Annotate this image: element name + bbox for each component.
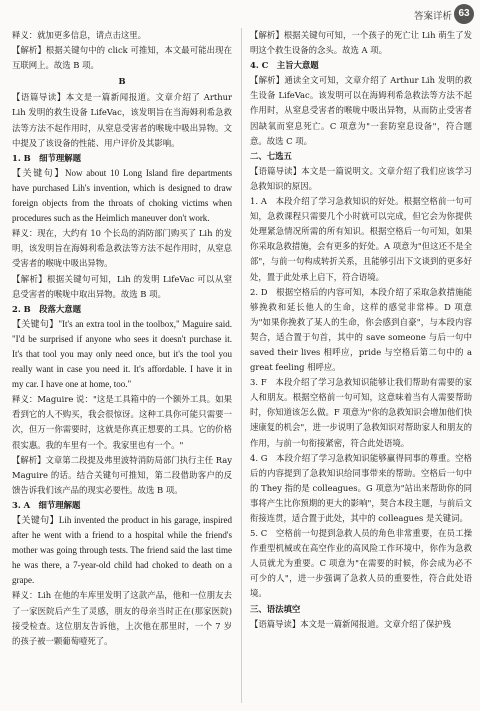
question-heading: 4. C 主旨大意题 — [250, 60, 319, 71]
right-column — [250, 28, 472, 632]
paragraph: 【解析】根据关键句可知，Lih 的发明 LifeVac 可以从窒息受害者的喉咙中取出异物。故选 B 项。 — [12, 273, 232, 299]
paragraph: 【语篇导读】本文是一篇新闻报道。文章介绍了保护残 — [250, 618, 451, 629]
paragraph: 释义：现在，大约有 10 个长岛的消防部门购买了 Lih 的发明，该发明旨在海姆利希急救法等方法不起作用时，从窒息受害者的喉咙中吸出异物。 — [12, 228, 232, 269]
section-heading: 二、七选五 — [250, 150, 292, 161]
paragraph: 【解析】根据关键句中的 click 可推知，本文最可能出现在互联网上。故选 B 项。 — [12, 45, 232, 71]
paragraph: 【解析】通读全文可知，文章介绍了 Arthur Lih 发明的救生设备 LifeVac。该发明可以在海姆利希急救法等方法不起作用时，从窒息受害者的喉咙中吸出异物，从而防止受害者因缺氧而窒息死亡。C 项意为"一套防窒息设备"，符合题意。故选 C 项。 — [250, 75, 472, 146]
paragraph: 2. D 根据空格后的内容可知，本段介绍了采取急救措施能够挽救和延长他人的生命，这样的感觉非常棒。D 项意为"如果你挽救了某人的生命，你会感到自豪"，与本段内容契合，适合置于句首，其中的 save someone 与后一句中 saved their lives 相呼应，pride 与空格后第二句中的 a great feeling 相呼应。 — [250, 286, 472, 373]
question-heading: 2. B 段落大意题 — [12, 303, 81, 314]
page-header — [0, 0, 480, 30]
paragraph: 【语篇导读】本文是一篇说明文。文章介绍了我们应该学习急救知识的原因。 — [250, 165, 472, 191]
paragraph: 4. G 本段介绍了学习急救知识能够赢得同事的尊重。空格后的内容提到了急救知识给同事带来的帮助。空格后一句中的 They 指的是 colleagues。G 项意为"站出来帮助你的同事将产生比你预期的更大的影响"，契合本段主题，与前后文衔接连贯，适合置于此处，其中的 colleagues 是关键词。 — [250, 452, 472, 523]
column-divider — [241, 28, 242, 703]
paragraph: 【语篇导读】本文是一篇新闻报道。文章介绍了 Arthur Lih 发明的救生设备 LifeVac，该发明旨在当海姆利希急救法等方法不起作用时，从窒息受害者的喉咙中吸出异物。文中提及了该设备的性能、用户评价及其影响。 — [12, 92, 232, 148]
paragraph: 释义：Lih 在他的车库里发明了这款产品，他和一位朋友去了一家医院后产生了灵感，朋友的母亲当时正在(那家医院)接受检查。这位朋友告诉他，上次他在那里时，一个 7 岁的孩子被一颗葡萄噎死了。 — [12, 590, 232, 646]
header-brand: 答案详析 — [413, 11, 452, 22]
question-heading: 1. B 细节理解题 — [12, 152, 81, 163]
paragraph: 1. A 本段介绍了学习急救知识的好处。根据空格前一句可知，急救课程只需要几个小时就可以完成，但它会为你提供处理紧急情况所需的所有知识。根据空格后一句可知，如果你采取急救措施，会有更多的好处。A 项意为"但这还不是全部"，与前一句构成转折关系，且能够引出下文谈到的更多好处，置于此处承上启下，符合语境。 — [250, 196, 472, 282]
question-heading: 3. A 细节理解题 — [12, 499, 81, 510]
paragraph: 【关键句】Now about 10 Long Island fire departments have purchased Lih's invention, which is designed to draw foreign objects from the throats of choking victims when procedures such as the Heimlich maneuver don't work. — [12, 167, 232, 224]
paragraph: 5. C 空格前一句提到急救人员的角色非常重要，在员工操作重型机械或在高空作业的高风险工作环境中，你作为急救人员就尤为重要。C 项意为"在需要的时候，你会成为必不可少的人"，进一步强调了急救人员的重要性，符合此处语境。 — [250, 528, 472, 599]
paragraph: 3. F 本段介绍了学习急救知识能够让我们帮助有需要的家人和朋友。根据空格前一句可知，这意味着当有人需要帮助时，你知道该怎么做。F 项意为"你的急救知识会增加他们快速康复的机会"，进一步说明了急救知识对帮助家人和朋友的作用，与前一句衔接紧密，符合此处语境。 — [250, 377, 472, 448]
left-column — [12, 28, 232, 649]
paragraph: 【解析】文章第二段提及弗里波特消防局部门执行主任 Ray Maguire 的话。结合关键句可推知，第二段借助客户的反馈告诉我们该产品的现实必要性。故选 B 项。 — [12, 454, 232, 495]
section-heading: 三、语法填空 — [250, 603, 301, 614]
paragraph: 释义：Maguire 说："这是工具箱中的一个额外工具。如果看到它的人不购买，我会很惊讶。这种工具你可能只需要一次，但万一你需要时，这就是你真正想要的工具。它的价格很实惠。我的车里有一个。我家里也有一个。" — [12, 394, 232, 450]
section-heading-b: B — [118, 76, 126, 87]
paragraph: 【关键句】"It's an extra tool in the toolbox," Maguire said. "I'd be surprised if anyone who sees it doesn't purchase it. It's that tool you may only need once, but it's the tool you really want in case you need it. It's affordable. I have it in my car. I have one at home, too." — [12, 318, 232, 390]
paragraph: 【解析】根据关键句可知，一个孩子的死亡让 Lih 萌生了发明这个救生设备的念头。故选 A 项。 — [250, 30, 472, 56]
paragraph: 释义：就加更多信息，请点击这里。 — [12, 30, 146, 40]
paragraph: 【关键句】Lih invented the product in his garage, inspired after he went with a friend to a hospital while the friend's mother was going through tests. The friend said the last time he was there, a 7-year-old child had choked to death on a grape. — [12, 515, 232, 586]
page-number-badge: 63 — [454, 4, 474, 24]
